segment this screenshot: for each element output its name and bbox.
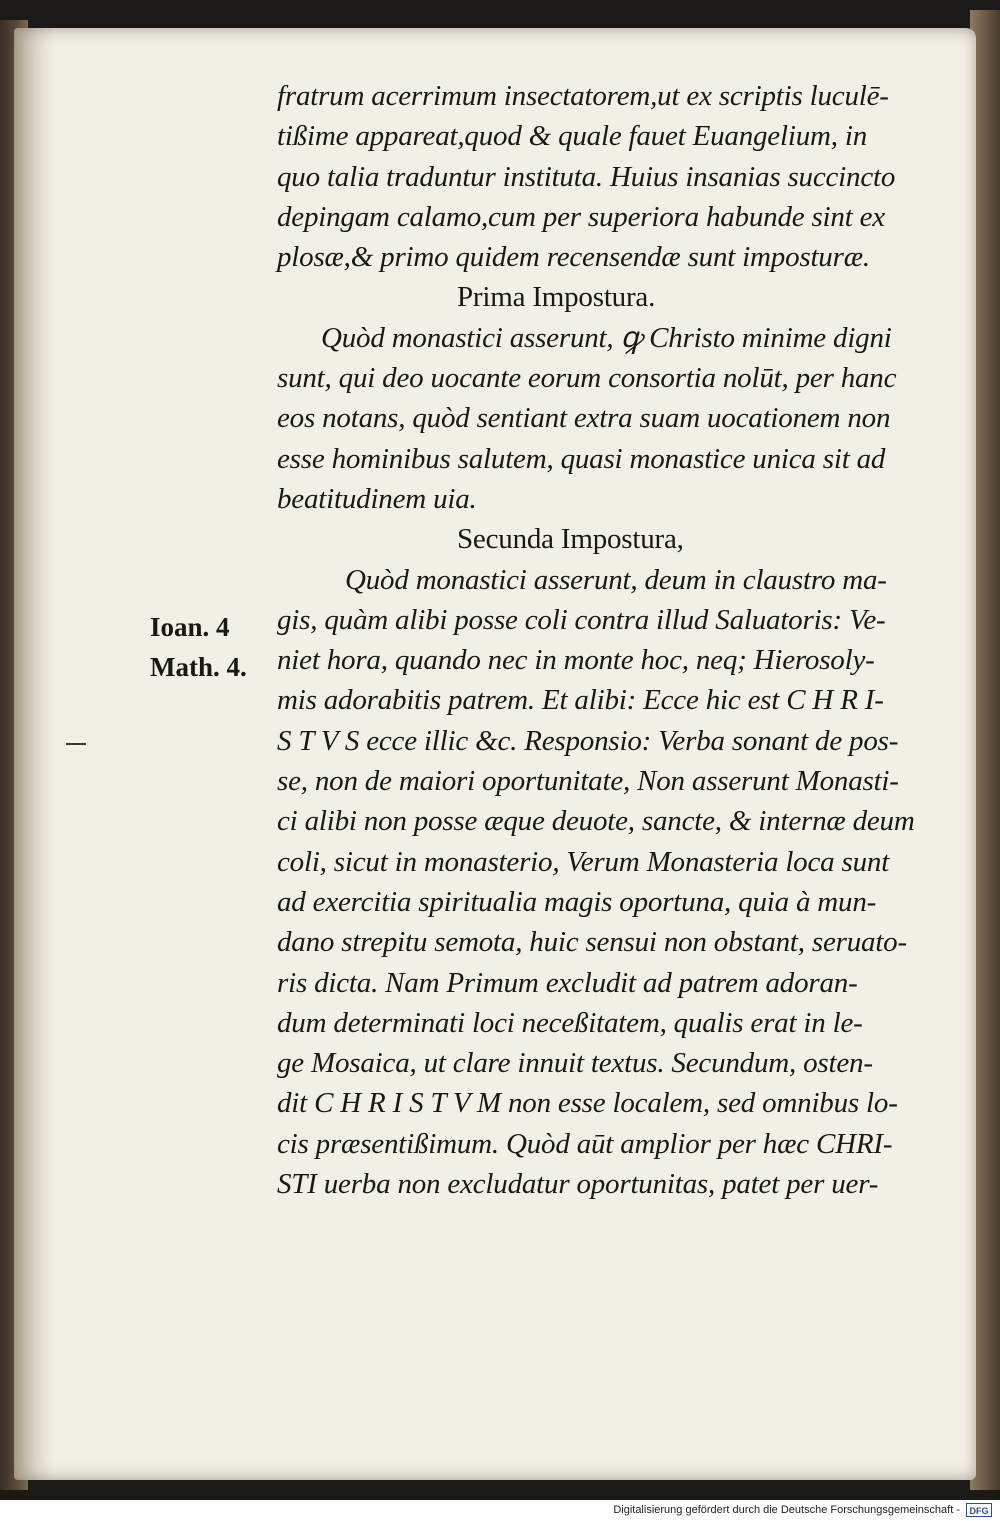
footer-bar <box>0 1500 1000 1521</box>
margin-note-math: Math. 4. <box>150 652 247 682</box>
text-line: dit C H R I S T V M non esse localem, sed omnibus lo- <box>277 1087 898 1120</box>
text-line: eos notans, quòd sentiant extra suam uocationem non <box>277 402 891 435</box>
dfg-logo: DFG <box>966 1503 992 1517</box>
text-line: ci alibi non posse æque deuote, sancte, & internæ deum <box>277 805 915 838</box>
text-line: plosæ,& primo quidem recensendæ sunt imposturæ. <box>277 241 870 274</box>
text-line: fratrum acerrimum insectatorem,ut ex scriptis luculē- <box>277 80 889 112</box>
text-line: depingam calamo,cum per superiora habunde sint ex <box>277 200 885 233</box>
margin-note-ioan: Ioan. 4 <box>150 612 230 642</box>
text-line: Quòd monastici asserunt, ꝙ Christo minime digni <box>321 321 892 354</box>
section-heading-secunda: Secunda Impostura, <box>457 523 684 556</box>
gutter-shadow <box>14 28 54 1480</box>
text-line: quo talia traduntur instituta. Huius insanias succincto <box>277 160 896 193</box>
text-line: dum determinati loci neceßitatem, qualis erat in le- <box>277 1006 863 1039</box>
text-line: niet hora, quando nec in monte hoc, neq; Hierosoly- <box>277 644 875 677</box>
text-line: mis adorabitis patrem. Et alibi: Ecce hic est C H R I- <box>277 684 884 717</box>
text-line: dano strepitu semota, huic sensui non obstant, seruato- <box>277 926 907 959</box>
text-line: ge Mosaica, ut clare innuit textus. Secundum, osten- <box>277 1047 873 1080</box>
text-line: STI uerba non excludatur oportunitas, patet per uer- <box>277 1168 879 1201</box>
text-line: gis, quàm alibi posse coli contra illud Saluatoris: Ve- <box>277 603 886 636</box>
page-body-text <box>277 76 937 1204</box>
text-line: sunt, qui deo uocante eorum consortia nolūt, per hanc <box>277 362 897 395</box>
text-line: ris dicta. Nam Primum excludit ad patrem adoran- <box>277 966 858 999</box>
section-heading-prima: Prima Impostura. <box>457 281 656 314</box>
text-line: se, non de maiori oportunitate, Non asserunt Monasti- <box>277 765 899 798</box>
text-line: coli, sicut in monasterio, Verum Monasteria loca sunt <box>277 845 890 878</box>
text-line: tißime appareat,quod & quale fauet Euangelium, in <box>277 120 867 153</box>
footer-credit: Digitalisierung gefördert durch die Deutsche Forschungsgemeinschaft - <box>613 1504 960 1516</box>
text-line: beatitudinem uia. <box>277 482 477 515</box>
text-line: S T V S ecce illic &c. Responsio: Verba sonant de pos- <box>277 724 899 757</box>
text-line: esse hominibus salutem, quasi monastice unica sit ad <box>277 442 886 475</box>
text-line: ad exercitia spiritualia magis oportuna, quia à mun- <box>277 885 877 918</box>
text-line: cis præsentißimum. Quòd aūt amplior per hæc CHRI- <box>277 1127 893 1160</box>
text-line: Quòd monastici asserunt, deum in claustro ma- <box>345 563 887 596</box>
margin-mark <box>66 743 86 745</box>
